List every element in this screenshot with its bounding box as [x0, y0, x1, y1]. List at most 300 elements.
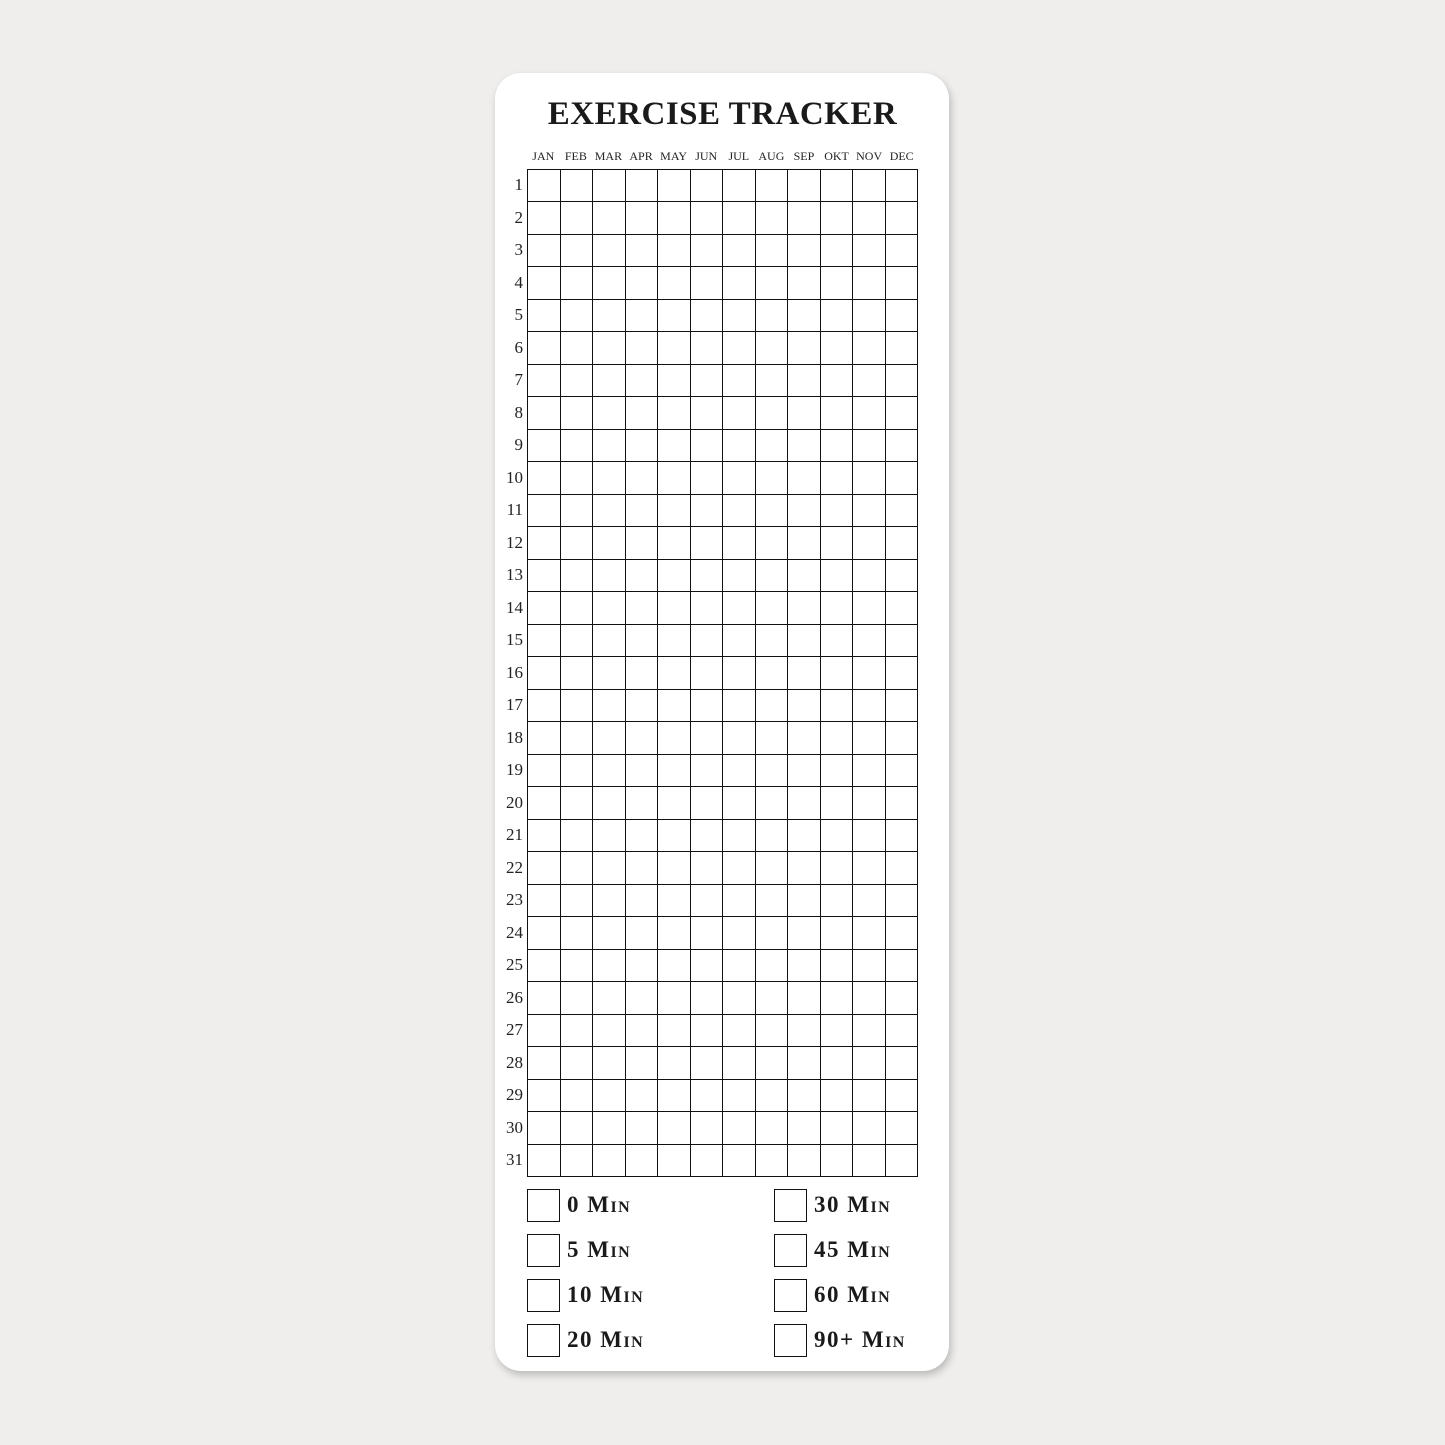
tracker-cell[interactable]: [658, 462, 691, 494]
tracker-cell[interactable]: [853, 592, 886, 624]
legend-checkbox[interactable]: [774, 1189, 807, 1222]
tracker-cell[interactable]: [528, 917, 561, 949]
legend-item-0-min[interactable]: [527, 1188, 631, 1222]
tracker-cell[interactable]: [886, 820, 919, 852]
tracker-cell[interactable]: [528, 1112, 561, 1144]
tracker-cell[interactable]: [561, 235, 594, 267]
tracker-cell[interactable]: [723, 820, 756, 852]
tracker-cell[interactable]: [853, 462, 886, 494]
tracker-cell[interactable]: [821, 495, 854, 527]
tracker-cell[interactable]: [593, 202, 626, 234]
tracker-cell[interactable]: [821, 365, 854, 397]
tracker-cell[interactable]: [723, 885, 756, 917]
tracker-cell[interactable]: [658, 755, 691, 787]
tracker-cell[interactable]: [561, 1112, 594, 1144]
tracker-cell[interactable]: [593, 690, 626, 722]
tracker-cell[interactable]: [821, 1145, 854, 1177]
tracker-cell[interactable]: [788, 527, 821, 559]
tracker-cell[interactable]: [756, 560, 789, 592]
tracker-cell[interactable]: [788, 755, 821, 787]
tracker-cell[interactable]: [788, 235, 821, 267]
tracker-cell[interactable]: [593, 950, 626, 982]
tracker-cell[interactable]: [561, 722, 594, 754]
tracker-cell[interactable]: [853, 365, 886, 397]
tracker-cell[interactable]: [626, 527, 659, 559]
tracker-cell[interactable]: [528, 982, 561, 1014]
tracker-cell[interactable]: [561, 625, 594, 657]
tracker-cell[interactable]: [593, 267, 626, 299]
tracker-cell[interactable]: [658, 657, 691, 689]
tracker-cell[interactable]: [691, 397, 724, 429]
tracker-cell[interactable]: [723, 365, 756, 397]
tracker-cell[interactable]: [691, 462, 724, 494]
tracker-cell[interactable]: [723, 332, 756, 364]
tracker-cell[interactable]: [561, 657, 594, 689]
legend-checkbox[interactable]: [774, 1234, 807, 1267]
tracker-cell[interactable]: [626, 462, 659, 494]
tracker-cell[interactable]: [626, 1047, 659, 1079]
tracker-cell[interactable]: [658, 885, 691, 917]
tracker-cell[interactable]: [658, 495, 691, 527]
tracker-cell[interactable]: [788, 560, 821, 592]
tracker-cell[interactable]: [723, 202, 756, 234]
tracker-cell[interactable]: [886, 657, 919, 689]
tracker-cell[interactable]: [886, 495, 919, 527]
tracker-cell[interactable]: [626, 267, 659, 299]
legend-item-30-min[interactable]: [774, 1188, 891, 1222]
tracker-cell[interactable]: [691, 657, 724, 689]
tracker-cell[interactable]: [723, 657, 756, 689]
tracker-cell[interactable]: [886, 982, 919, 1014]
tracker-cell[interactable]: [528, 950, 561, 982]
tracker-cell[interactable]: [593, 1145, 626, 1177]
tracker-cell[interactable]: [593, 592, 626, 624]
tracker-cell[interactable]: [691, 917, 724, 949]
tracker-cell[interactable]: [593, 885, 626, 917]
tracker-cell[interactable]: [691, 690, 724, 722]
tracker-cell[interactable]: [528, 787, 561, 819]
tracker-cell[interactable]: [853, 690, 886, 722]
tracker-cell[interactable]: [723, 267, 756, 299]
tracker-cell[interactable]: [723, 755, 756, 787]
tracker-cell[interactable]: [723, 852, 756, 884]
tracker-cell[interactable]: [658, 982, 691, 1014]
tracker-cell[interactable]: [886, 917, 919, 949]
tracker-cell[interactable]: [658, 1145, 691, 1177]
tracker-cell[interactable]: [788, 982, 821, 1014]
tracker-cell[interactable]: [593, 462, 626, 494]
tracker-cell[interactable]: [821, 300, 854, 332]
tracker-cell[interactable]: [691, 885, 724, 917]
tracker-cell[interactable]: [821, 267, 854, 299]
tracker-cell[interactable]: [561, 332, 594, 364]
tracker-cell[interactable]: [658, 950, 691, 982]
tracker-cell[interactable]: [788, 267, 821, 299]
tracker-cell[interactable]: [723, 1080, 756, 1112]
tracker-cell[interactable]: [723, 917, 756, 949]
tracker-cell[interactable]: [561, 885, 594, 917]
tracker-cell[interactable]: [821, 1015, 854, 1047]
tracker-cell[interactable]: [788, 202, 821, 234]
tracker-cell[interactable]: [528, 722, 561, 754]
tracker-cell[interactable]: [528, 170, 561, 202]
tracker-cell[interactable]: [593, 1112, 626, 1144]
legend-checkbox[interactable]: [527, 1234, 560, 1267]
legend-checkbox[interactable]: [774, 1279, 807, 1312]
tracker-cell[interactable]: [691, 852, 724, 884]
tracker-cell[interactable]: [756, 950, 789, 982]
tracker-cell[interactable]: [756, 235, 789, 267]
tracker-cell[interactable]: [756, 462, 789, 494]
tracker-cell[interactable]: [821, 170, 854, 202]
tracker-cell[interactable]: [528, 1047, 561, 1079]
tracker-cell[interactable]: [626, 332, 659, 364]
tracker-cell[interactable]: [788, 625, 821, 657]
tracker-cell[interactable]: [886, 462, 919, 494]
tracker-cell[interactable]: [886, 1080, 919, 1112]
tracker-cell[interactable]: [561, 430, 594, 462]
tracker-cell[interactable]: [886, 527, 919, 559]
tracker-cell[interactable]: [886, 397, 919, 429]
tracker-cell[interactable]: [691, 170, 724, 202]
tracker-cell[interactable]: [626, 755, 659, 787]
tracker-cell[interactable]: [821, 332, 854, 364]
tracker-cell[interactable]: [886, 1145, 919, 1177]
tracker-cell[interactable]: [756, 332, 789, 364]
tracker-cell[interactable]: [756, 495, 789, 527]
tracker-cell[interactable]: [658, 1047, 691, 1079]
tracker-cell[interactable]: [691, 592, 724, 624]
tracker-cell[interactable]: [691, 527, 724, 559]
tracker-cell[interactable]: [593, 1047, 626, 1079]
tracker-cell[interactable]: [756, 1080, 789, 1112]
tracker-cell[interactable]: [593, 657, 626, 689]
tracker-cell[interactable]: [788, 852, 821, 884]
tracker-cell[interactable]: [886, 365, 919, 397]
tracker-cell[interactable]: [561, 787, 594, 819]
tracker-cell[interactable]: [626, 1112, 659, 1144]
tracker-cell[interactable]: [788, 332, 821, 364]
tracker-cell[interactable]: [528, 560, 561, 592]
tracker-cell[interactable]: [886, 625, 919, 657]
tracker-cell[interactable]: [788, 430, 821, 462]
tracker-cell[interactable]: [723, 495, 756, 527]
tracker-cell[interactable]: [853, 1145, 886, 1177]
tracker-cell[interactable]: [756, 397, 789, 429]
tracker-cell[interactable]: [756, 917, 789, 949]
legend-checkbox[interactable]: [774, 1324, 807, 1357]
tracker-cell[interactable]: [691, 560, 724, 592]
tracker-cell[interactable]: [691, 820, 724, 852]
tracker-cell[interactable]: [593, 917, 626, 949]
tracker-cell[interactable]: [626, 917, 659, 949]
tracker-cell[interactable]: [528, 820, 561, 852]
tracker-cell[interactable]: [788, 1047, 821, 1079]
tracker-cell[interactable]: [658, 170, 691, 202]
tracker-cell[interactable]: [626, 300, 659, 332]
tracker-cell[interactable]: [788, 592, 821, 624]
tracker-cell[interactable]: [756, 722, 789, 754]
tracker-cell[interactable]: [821, 950, 854, 982]
legend-item-45-min[interactable]: [774, 1233, 891, 1267]
tracker-cell[interactable]: [691, 787, 724, 819]
legend-checkbox[interactable]: [527, 1279, 560, 1312]
tracker-cell[interactable]: [626, 430, 659, 462]
tracker-cell[interactable]: [886, 950, 919, 982]
tracker-cell[interactable]: [788, 657, 821, 689]
tracker-cell[interactable]: [626, 820, 659, 852]
tracker-cell[interactable]: [528, 430, 561, 462]
tracker-cell[interactable]: [626, 852, 659, 884]
tracker-cell[interactable]: [788, 495, 821, 527]
tracker-cell[interactable]: [593, 430, 626, 462]
tracker-cell[interactable]: [593, 235, 626, 267]
tracker-cell[interactable]: [886, 560, 919, 592]
tracker-cell[interactable]: [658, 430, 691, 462]
tracker-cell[interactable]: [658, 560, 691, 592]
tracker-cell[interactable]: [691, 1112, 724, 1144]
tracker-cell[interactable]: [561, 495, 594, 527]
tracker-cell[interactable]: [886, 332, 919, 364]
tracker-cell[interactable]: [723, 430, 756, 462]
tracker-cell[interactable]: [821, 430, 854, 462]
tracker-cell[interactable]: [561, 982, 594, 1014]
tracker-cell[interactable]: [528, 300, 561, 332]
tracker-cell[interactable]: [756, 625, 789, 657]
tracker-cell[interactable]: [821, 397, 854, 429]
tracker-cell[interactable]: [626, 202, 659, 234]
tracker-cell[interactable]: [658, 397, 691, 429]
legend-checkbox[interactable]: [527, 1189, 560, 1222]
tracker-cell[interactable]: [821, 657, 854, 689]
tracker-cell[interactable]: [886, 852, 919, 884]
tracker-cell[interactable]: [723, 170, 756, 202]
tracker-cell[interactable]: [821, 722, 854, 754]
tracker-cell[interactable]: [723, 1145, 756, 1177]
tracker-cell[interactable]: [886, 267, 919, 299]
tracker-cell[interactable]: [561, 300, 594, 332]
tracker-cell[interactable]: [756, 202, 789, 234]
tracker-cell[interactable]: [821, 917, 854, 949]
tracker-cell[interactable]: [528, 1080, 561, 1112]
tracker-cell[interactable]: [853, 560, 886, 592]
tracker-cell[interactable]: [561, 1145, 594, 1177]
tracker-cell[interactable]: [886, 202, 919, 234]
tracker-cell[interactable]: [853, 787, 886, 819]
tracker-cell[interactable]: [821, 1112, 854, 1144]
tracker-cell[interactable]: [821, 527, 854, 559]
tracker-cell[interactable]: [593, 722, 626, 754]
tracker-cell[interactable]: [691, 755, 724, 787]
tracker-cell[interactable]: [691, 1080, 724, 1112]
tracker-cell[interactable]: [788, 885, 821, 917]
tracker-cell[interactable]: [821, 820, 854, 852]
tracker-cell[interactable]: [658, 722, 691, 754]
legend-item-5-min[interactable]: [527, 1233, 631, 1267]
tracker-cell[interactable]: [658, 267, 691, 299]
tracker-cell[interactable]: [561, 397, 594, 429]
tracker-cell[interactable]: [821, 885, 854, 917]
tracker-cell[interactable]: [561, 527, 594, 559]
tracker-cell[interactable]: [626, 690, 659, 722]
tracker-cell[interactable]: [561, 592, 594, 624]
tracker-cell[interactable]: [593, 495, 626, 527]
tracker-cell[interactable]: [626, 1145, 659, 1177]
tracker-cell[interactable]: [756, 1047, 789, 1079]
tracker-cell[interactable]: [561, 950, 594, 982]
tracker-cell[interactable]: [821, 592, 854, 624]
tracker-cell[interactable]: [593, 852, 626, 884]
tracker-cell[interactable]: [788, 1145, 821, 1177]
tracker-cell[interactable]: [886, 722, 919, 754]
tracker-cell[interactable]: [528, 852, 561, 884]
tracker-cell[interactable]: [853, 657, 886, 689]
tracker-cell[interactable]: [821, 235, 854, 267]
tracker-cell[interactable]: [853, 820, 886, 852]
tracker-cell[interactable]: [561, 202, 594, 234]
tracker-cell[interactable]: [853, 495, 886, 527]
tracker-cell[interactable]: [788, 917, 821, 949]
tracker-cell[interactable]: [756, 885, 789, 917]
tracker-cell[interactable]: [561, 852, 594, 884]
tracker-cell[interactable]: [626, 1080, 659, 1112]
tracker-cell[interactable]: [626, 560, 659, 592]
tracker-cell[interactable]: [853, 982, 886, 1014]
tracker-cell[interactable]: [626, 950, 659, 982]
legend-item-20-min[interactable]: [527, 1323, 644, 1357]
tracker-cell[interactable]: [756, 527, 789, 559]
tracker-cell[interactable]: [658, 1015, 691, 1047]
tracker-cell[interactable]: [658, 820, 691, 852]
legend-checkbox[interactable]: [527, 1324, 560, 1357]
tracker-cell[interactable]: [528, 592, 561, 624]
tracker-cell[interactable]: [853, 527, 886, 559]
legend-item-10-min[interactable]: [527, 1278, 644, 1312]
tracker-cell[interactable]: [626, 787, 659, 819]
tracker-cell[interactable]: [691, 300, 724, 332]
tracker-cell[interactable]: [886, 235, 919, 267]
legend-item-60-min[interactable]: [774, 1278, 891, 1312]
tracker-cell[interactable]: [658, 527, 691, 559]
tracker-cell[interactable]: [756, 755, 789, 787]
tracker-cell[interactable]: [788, 787, 821, 819]
tracker-cell[interactable]: [853, 917, 886, 949]
tracker-cell[interactable]: [691, 267, 724, 299]
tracker-cell[interactable]: [821, 755, 854, 787]
tracker-cell[interactable]: [658, 365, 691, 397]
tracker-cell[interactable]: [626, 235, 659, 267]
tracker-cell[interactable]: [886, 787, 919, 819]
tracker-cell[interactable]: [886, 755, 919, 787]
tracker-cell[interactable]: [561, 462, 594, 494]
tracker-cell[interactable]: [853, 300, 886, 332]
tracker-cell[interactable]: [723, 235, 756, 267]
tracker-cell[interactable]: [593, 365, 626, 397]
tracker-cell[interactable]: [561, 365, 594, 397]
tracker-cell[interactable]: [691, 202, 724, 234]
tracker-cell[interactable]: [528, 755, 561, 787]
tracker-cell[interactable]: [788, 170, 821, 202]
tracker-cell[interactable]: [821, 625, 854, 657]
tracker-cell[interactable]: [788, 950, 821, 982]
tracker-cell[interactable]: [853, 1047, 886, 1079]
tracker-cell[interactable]: [788, 365, 821, 397]
tracker-cell[interactable]: [853, 235, 886, 267]
tracker-cell[interactable]: [528, 690, 561, 722]
tracker-cell[interactable]: [593, 527, 626, 559]
tracker-cell[interactable]: [528, 235, 561, 267]
tracker-cell[interactable]: [853, 332, 886, 364]
tracker-cell[interactable]: [723, 982, 756, 1014]
tracker-cell[interactable]: [788, 1080, 821, 1112]
tracker-cell[interactable]: [593, 170, 626, 202]
tracker-cell[interactable]: [593, 1015, 626, 1047]
tracker-cell[interactable]: [658, 787, 691, 819]
tracker-cell[interactable]: [593, 300, 626, 332]
tracker-cell[interactable]: [658, 852, 691, 884]
tracker-cell[interactable]: [691, 235, 724, 267]
tracker-cell[interactable]: [723, 1047, 756, 1079]
tracker-cell[interactable]: [723, 950, 756, 982]
tracker-cell[interactable]: [723, 527, 756, 559]
tracker-cell[interactable]: [821, 690, 854, 722]
tracker-cell[interactable]: [658, 592, 691, 624]
tracker-cell[interactable]: [723, 787, 756, 819]
tracker-cell[interactable]: [528, 625, 561, 657]
tracker-cell[interactable]: [886, 300, 919, 332]
tracker-cell[interactable]: [853, 722, 886, 754]
tracker-cell[interactable]: [626, 657, 659, 689]
tracker-cell[interactable]: [561, 917, 594, 949]
tracker-cell[interactable]: [528, 885, 561, 917]
tracker-cell[interactable]: [853, 950, 886, 982]
tracker-cell[interactable]: [723, 625, 756, 657]
tracker-cell[interactable]: [528, 1015, 561, 1047]
tracker-cell[interactable]: [691, 950, 724, 982]
tracker-cell[interactable]: [626, 885, 659, 917]
tracker-cell[interactable]: [853, 430, 886, 462]
tracker-cell[interactable]: [561, 560, 594, 592]
tracker-cell[interactable]: [723, 1112, 756, 1144]
tracker-cell[interactable]: [788, 1015, 821, 1047]
tracker-cell[interactable]: [691, 430, 724, 462]
tracker-cell[interactable]: [788, 1112, 821, 1144]
tracker-cell[interactable]: [691, 982, 724, 1014]
tracker-cell[interactable]: [886, 430, 919, 462]
tracker-cell[interactable]: [561, 1047, 594, 1079]
tracker-cell[interactable]: [853, 755, 886, 787]
tracker-cell[interactable]: [886, 592, 919, 624]
tracker-cell[interactable]: [658, 300, 691, 332]
tracker-cell[interactable]: [691, 722, 724, 754]
tracker-cell[interactable]: [528, 202, 561, 234]
tracker-cell[interactable]: [821, 202, 854, 234]
tracker-cell[interactable]: [756, 1015, 789, 1047]
tracker-cell[interactable]: [691, 1047, 724, 1079]
tracker-cell[interactable]: [853, 885, 886, 917]
tracker-cell[interactable]: [561, 1015, 594, 1047]
tracker-cell[interactable]: [788, 690, 821, 722]
tracker-cell[interactable]: [626, 1015, 659, 1047]
tracker-cell[interactable]: [723, 560, 756, 592]
tracker-cell[interactable]: [626, 495, 659, 527]
tracker-cell[interactable]: [691, 625, 724, 657]
tracker-cell[interactable]: [528, 397, 561, 429]
tracker-cell[interactable]: [756, 982, 789, 1014]
tracker-cell[interactable]: [561, 820, 594, 852]
tracker-cell[interactable]: [821, 1047, 854, 1079]
tracker-cell[interactable]: [723, 300, 756, 332]
